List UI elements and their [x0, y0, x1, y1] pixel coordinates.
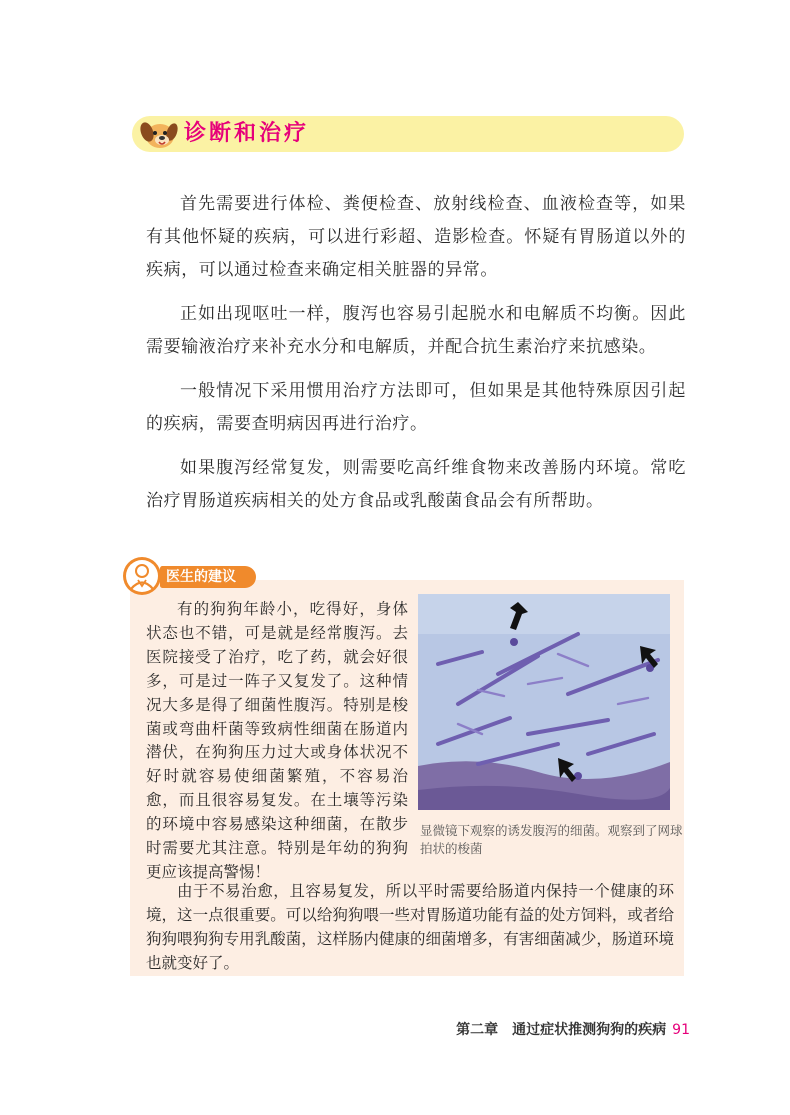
photo-caption: 显微镜下观察的诱发腹泻的细菌。观察到了网球拍状的梭菌	[420, 823, 683, 856]
paragraph: 首先需要进行体检、粪便检查、放射线检查、血液检查等，如果有其他怀疑的疾病，可以进行彩超、造影检查。怀疑有胃肠道以外的疾病，可以通过检查来确定相关脏器的异常。	[146, 194, 686, 280]
section-title: 诊断和治疗	[184, 121, 310, 146]
body-text	[146, 188, 686, 529]
paragraph: 如果腹泻经常复发，则需要吃高纤维食物来改善肠内环境。常吃治疗胃肠道疾病相关的处方食品或乳酸菌食品会有所帮助。	[146, 458, 686, 511]
doctor-icon	[122, 556, 162, 596]
advice-paragraph: 有的狗狗年龄小，吃得好，身体状态也不错，可是就是经常腹泻。去医院接受了治疗，吃了药，就会好很多，可是过一阵子又复发了。这种情况大多是得了细菌性腹泻。特别是梭菌或弯曲杆菌等致病性细菌在肠道内潜伏，在狗狗压力过大或身体状况不好时就容易使细菌繁殖，不容易治愈，而且很容易复发。在土壤等污染的环境中容易感染这种细菌，在散步时需要尤其注意。特别是年幼的狗狗更应该提高警惕！	[146, 600, 408, 881]
advice-text	[146, 598, 408, 885]
paragraph: 正如出现呕吐一样，腹泻也容易引起脱水和电解质不均衡。因此需要输液治疗来补充水分和电解质，并配合抗生素治疗来抗感染。	[146, 304, 686, 357]
page-footer	[440, 1020, 690, 1040]
page-number: 91	[672, 1022, 690, 1038]
chapter-title: 第二章 通过症状推测狗狗的疾病	[456, 1022, 667, 1038]
advice-label: 医生的建议	[166, 569, 236, 585]
advice-paragraph: 由于不易治愈，且容易复发，所以平时需要给肠道内保持一个健康的环境，这一点很重要。可以给狗狗喂一些对胃肠道功能有益的处方饲料，或者给狗狗喂狗狗专用乳酸菌，这样肠内健康的细菌增多，有害细菌减少，肠道环境也就变好了。	[146, 882, 674, 972]
advice-text-bottom	[146, 880, 674, 976]
paragraph: 一般情况下采用惯用治疗方法即可，但如果是其他特殊原因引起的疾病，需要查明病因再进行治疗。	[146, 381, 686, 434]
microscope-photo	[418, 594, 670, 810]
dog-face-icon	[138, 116, 180, 152]
